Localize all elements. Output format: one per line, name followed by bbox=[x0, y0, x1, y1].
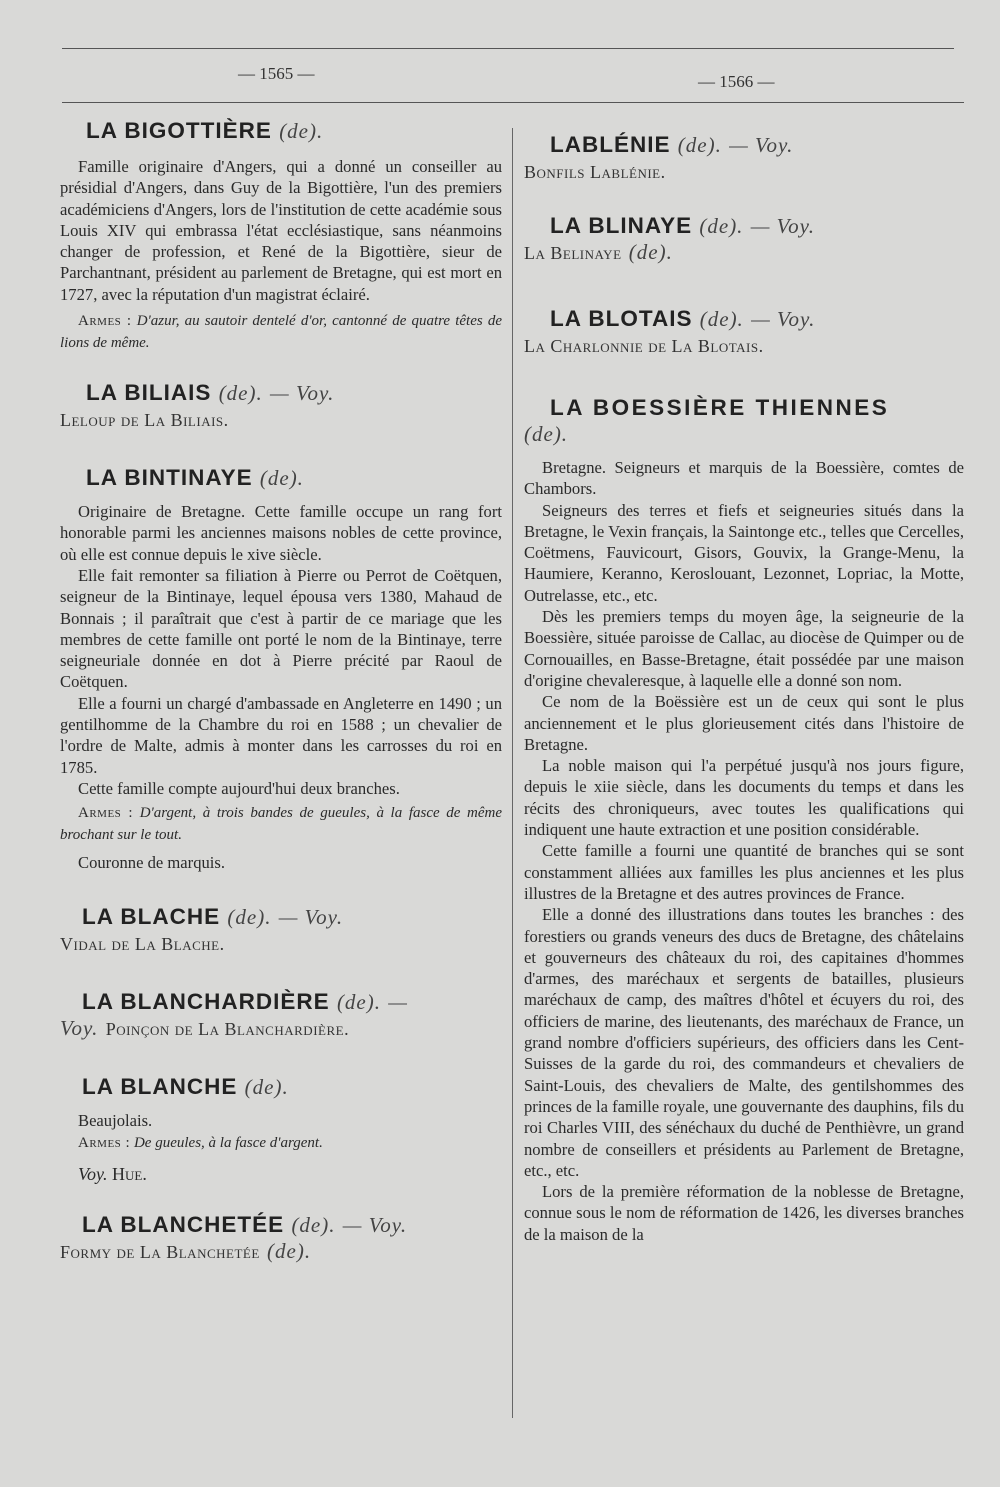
cross-reference: La Charlonnie de La Blotais. bbox=[524, 336, 764, 356]
entry-paragraph: La noble maison qui l'a perpétué jusqu'à nos jours figure, depuis le xiie siècle, dans les documents du temps et dans les récits des chroniqueurs, avec toutes les qualifications qui indiquent une haute extraction et une position considérable. bbox=[524, 756, 964, 840]
voir-label: — Voy. bbox=[270, 381, 335, 406]
voir-label: — Voy. bbox=[342, 1212, 408, 1237]
arms-text: De gueules, à la fasce d'argent. bbox=[133, 1134, 323, 1151]
entry-title: LA BIGOTTIÈRE bbox=[86, 118, 272, 143]
entry-particle: (de). bbox=[244, 1074, 289, 1099]
entry-title: LA BILIAIS bbox=[86, 380, 212, 406]
entry-particle: (de). bbox=[291, 1212, 336, 1237]
cross-reference: Hue. bbox=[112, 1164, 147, 1185]
entry-heading bbox=[86, 118, 502, 144]
entry-la-blanche bbox=[60, 1074, 502, 1100]
left-column bbox=[60, 118, 502, 1265]
entry-heading bbox=[86, 465, 502, 491]
entry-paragraph: Lors de la première réformation de la noblesse de Bretagne, connue sous le nom de réformation de 1426, les diverses branches de la maison de la bbox=[524, 1182, 964, 1244]
entry-particle: (de). bbox=[336, 989, 381, 1014]
voir-label: — Voy. bbox=[278, 904, 344, 929]
entry-particle: (de). bbox=[524, 422, 569, 446]
entry-title: LA BINTINAYE bbox=[86, 465, 253, 491]
voir-label: — Voy. bbox=[751, 307, 816, 331]
entry-particle: (de). bbox=[699, 214, 744, 238]
column-divider bbox=[512, 128, 513, 1418]
entry-title: LA BLINAYE bbox=[550, 213, 693, 238]
entry-heading bbox=[82, 904, 502, 930]
cross-reference: Bonfils Lablénie. bbox=[524, 162, 666, 182]
cross-reference: Leloup de La Biliais. bbox=[60, 410, 229, 431]
entry-la-blache bbox=[60, 904, 502, 957]
entry-particle: (de). bbox=[677, 133, 722, 157]
entry-heading bbox=[82, 989, 502, 1015]
entry-paragraph: Bretagne. Seigneurs et marquis de la Boessière, comtes de Chambors. bbox=[524, 458, 964, 499]
cross-reference: Poinçon de La Blanchardière. bbox=[105, 1018, 350, 1039]
entry-paragraph: Ce nom de la Boëssière est un de ceux qui sont le plus anciennement et le plus glorieusement cités dans l'histoire de Bretagne. bbox=[524, 692, 964, 754]
entry-paragraph: Beaujolais. bbox=[78, 1110, 153, 1130]
entry-paragraph: Elle fait remonter sa filiation à Pierre ou Perrot de Coëtquen, seigneur de la Bintinaye, lequel épousa vers 1380, Mahaud de Bonnais ; il paraîtrait que c'est à partir de ce mariage que les membres de cette famille ont porté le nom de la Bintinaye, terre seigneuriale donnée en dot à Pierre précité par Raoul de Coëtquen. bbox=[60, 565, 502, 692]
entry-title: LA BLANCHE bbox=[82, 1073, 238, 1099]
entry-heading bbox=[550, 395, 964, 421]
entry-la-blanchetee bbox=[60, 1212, 502, 1265]
entry-la-blanchardiere bbox=[60, 989, 502, 1042]
entry-particle: (de). bbox=[218, 381, 263, 406]
entry-paragraph: Cette famille compte aujourd'hui deux branches. bbox=[78, 778, 400, 798]
cross-reference: Formy de La Blanchetée bbox=[60, 1241, 260, 1262]
arms-line bbox=[60, 311, 502, 354]
cross-reference: La Belinaye bbox=[524, 243, 622, 263]
entry-lablenie bbox=[524, 132, 964, 185]
entry-particle: (de). bbox=[259, 466, 304, 491]
voir-label: Voy. bbox=[60, 1015, 99, 1040]
entry-la-boessiere-thiennes bbox=[524, 395, 964, 447]
arms-label: Armes : bbox=[78, 313, 132, 330]
entry-heading bbox=[82, 1074, 502, 1100]
entry-paragraph: Elle a fourni un chargé d'ambassade en Angleterre en 1490 ; un gentilhomme de la Chambre du roi en 1588 ; un chevalier de l'ordre de Malte, admis à monter dans les carrosses du roi en 1785. bbox=[60, 693, 502, 777]
right-column bbox=[524, 132, 964, 1245]
arms-line bbox=[60, 1133, 502, 1155]
entry-paragraph: Dès les premiers temps du moyen âge, la seigneurie de la Boessière, située paroisse de Callac, au diocèse de Quimper ou de Cornouailles, en Basse-Bretagne, était possédée par une maison d'origine chevaleresque, à laquelle elle a donné son nom. bbox=[524, 607, 964, 690]
entry-la-biliais bbox=[60, 380, 502, 433]
entry-paragraph bbox=[60, 1164, 502, 1185]
voir-label: Voy. bbox=[78, 1164, 108, 1185]
entry-particle: (de). bbox=[699, 307, 744, 331]
entry-la-bigottiere bbox=[86, 118, 502, 144]
entry-title: LA BLANCHETÉE bbox=[82, 1211, 285, 1237]
entry-la-blinaye bbox=[524, 213, 964, 266]
page-number-right: — 1566 — bbox=[698, 72, 775, 91]
entry-title: LA BOESSIÈRE THIENNES bbox=[550, 395, 890, 420]
voir-label: — Voy. bbox=[750, 214, 816, 238]
page-number-left: — 1565 — bbox=[238, 64, 315, 83]
entry-heading bbox=[86, 380, 502, 406]
entry-heading bbox=[550, 306, 964, 332]
entry-la-blotais bbox=[524, 306, 964, 359]
entry-paragraph: Couronne de marquis. bbox=[78, 853, 226, 873]
entry-paragraph: Originaire de Bretagne. Cette famille occupe un rang fort honorable parmi les anciennes maisons nobles de cette province, où elle est connue depuis le xive siècle. bbox=[60, 502, 502, 564]
voir-label: — Voy. bbox=[729, 133, 794, 157]
dash-label: — bbox=[388, 989, 408, 1014]
entry-particle: (de). bbox=[267, 1238, 312, 1263]
entry-particle: (de). bbox=[227, 904, 272, 929]
entry-heading bbox=[82, 1212, 502, 1238]
entry-title: LA BLOTAIS bbox=[550, 306, 693, 331]
cross-reference: Vidal de La Blache. bbox=[60, 933, 225, 954]
arms-text: D'argent, à trois bandes de gueules, à la fasce de même brochant sur le tout. bbox=[60, 805, 503, 843]
entry-paragraph: Famille originaire d'Angers, qui a donné un conseiller au présidial d'Angers, dans Guy de la Bigottière, l'un des premiers académiciens d'Angers, lors de l'institution de cette académie sous Louis XIV qui embrassa l'état ecclésiastique, sans néanmoins changer de profession, et René de la Bigottière, sieur de Parchantnant, président au parlement de Bretagne, qui est mort en 1727, avec la réputation d'un magistrat éclairé. bbox=[60, 157, 502, 304]
entry-heading bbox=[550, 132, 964, 158]
entry-la-bintinaye bbox=[60, 465, 502, 491]
entry-heading bbox=[550, 213, 964, 239]
entry-particle: (de). bbox=[279, 119, 324, 143]
arms-label: Armes : bbox=[78, 1134, 131, 1151]
entry-particle: (de). bbox=[628, 240, 673, 264]
entry-title: LA BLACHE bbox=[82, 903, 221, 929]
header-rule bbox=[62, 102, 964, 103]
entry-title: LABLÉNIE bbox=[550, 132, 671, 157]
top-rule bbox=[62, 48, 954, 49]
entry-paragraph: Seigneurs des terres et fiefs et seigneuries situés dans la Bretagne, le Vexin français, la Saintonge etc., telles que Cercelles, Coëtmens, Fauvicourt, Gisors, Gouvix, la Grange-Menu, la Haumiere, Keranno, Keroslouant, Lezonnet, Lopriac, la Motte, Outrelasse, etc., etc. bbox=[524, 500, 964, 605]
entry-paragraph: Cette famille a fourni une quantité de branches qui se sont constamment alliées aux familles les plus anciennes et les plus illustres de la Bretagne et des autres provinces de France. bbox=[524, 841, 964, 903]
arms-label: Armes : bbox=[78, 805, 134, 822]
entry-paragraph: Elle a donné des illustrations dans toutes les branches : des forestiers ou grands veneurs des ducs de Bretagne, des châtelains et gouverneurs des châteaux du roi, des capitaines d'hommes d'armes, des maréchaux et sergents de batailles, plusieurs maréchaux de camp, des maîtres d'hôtel et écuyers du roi, des officiers de marine, des lieutenants, des maréchaux de France, un grand nombre d'officiers supérieurs, des officiers dans les Cent-Suisses de la garde du roi, des commandeurs et chevaliers de Saint-Louis, des chevaliers de Malte, des gentilshommes des princes de la famille royale, une gouvernante des dauphins, fils du roi Charles VIII, des sénéchaux du duché de Penthièvre, un grand nombre de conseillers et présidents au Parlement de Bretagne, etc., etc. bbox=[524, 905, 964, 1180]
entry-title: LA BLANCHARDIÈRE bbox=[82, 988, 330, 1014]
arms-line bbox=[60, 803, 502, 846]
arms-text: D'azur, au sautoir dentelé d'or, cantonné de quatre têtes de lions de même. bbox=[60, 313, 502, 351]
